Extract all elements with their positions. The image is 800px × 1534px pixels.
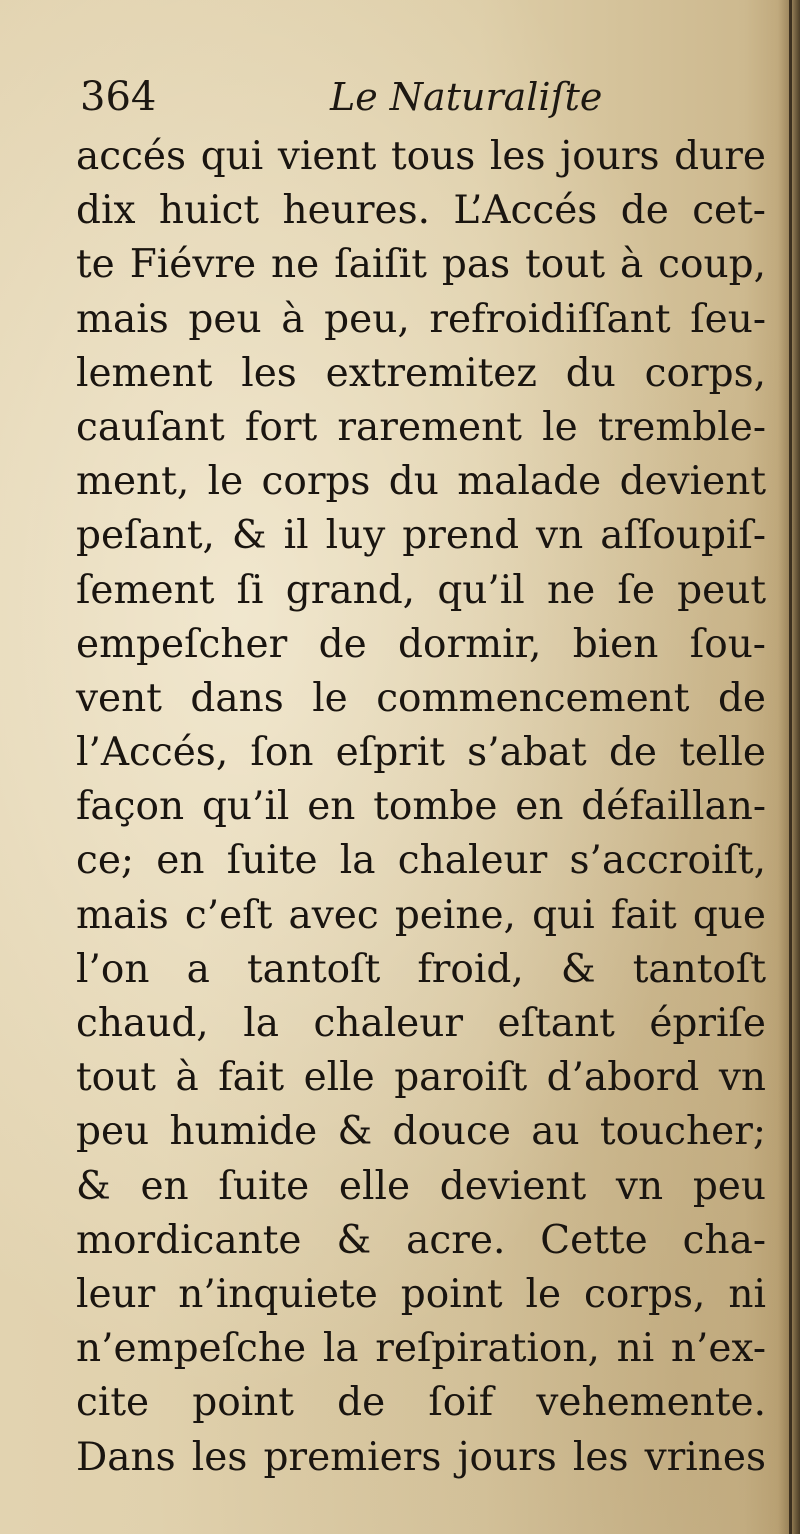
text-line: cite point de ſoif vehemente. xyxy=(76,1380,766,1426)
text-line: dix huict heures. L’Accés de cet- xyxy=(76,188,766,234)
text-line: n’empeſche la reſpiration, ni n’ex- xyxy=(76,1326,766,1372)
body-text xyxy=(76,130,766,1485)
text-line: chaud, la chaleur eſtant épriſe xyxy=(76,1001,766,1046)
running-title: Le Naturaliſte xyxy=(330,75,603,119)
text-line: Dans les premiers jours les vrines xyxy=(76,1434,766,1480)
text-line: cauſant fort rarement le tremble- xyxy=(76,404,766,450)
running-head xyxy=(80,72,640,122)
text-line: mais c’eſt avec peine, qui fait que xyxy=(76,892,766,938)
text-line: ment, le corps du malade devient xyxy=(76,459,766,505)
text-line: l’on a tantoſt froid, & tantoſt xyxy=(76,946,766,992)
text-line: leur n’inquiete point le corps, ni xyxy=(76,1271,766,1317)
text-line: peſant, & il luy prend vn aſſoupiſ- xyxy=(76,513,766,559)
text-line: te Fiévre ne ſaiſit pas tout à coup, xyxy=(76,242,766,288)
text-line: vent dans le commencement de xyxy=(76,675,766,721)
text-line: ſement ſi grand, qu’il ne ſe peut xyxy=(76,567,766,613)
text-line: tout à fait elle paroiſt d’abord vn xyxy=(76,1055,766,1101)
text-line: lement les extremitez du corps, xyxy=(76,350,766,396)
text-line: peu humide & douce au toucher; xyxy=(76,1109,766,1155)
text-line: mordicante & acre. Cette cha- xyxy=(76,1217,766,1263)
text-line: l’Accés, ſon eſprit s’abat de telle xyxy=(76,730,766,776)
text-line: ce; en ſuite la chaleur s’accroiſt, xyxy=(76,838,766,884)
page-number: 364 xyxy=(80,74,157,120)
text-line: accés qui vient tous les jours dure xyxy=(76,134,766,179)
binding-edge xyxy=(789,0,792,1534)
text-line: mais peu à peu, refroidiſſant ſeu- xyxy=(76,296,766,342)
text-line: empeſcher de dormir, bien ſou- xyxy=(76,621,766,667)
text-line: & en ſuite elle devient vn peu xyxy=(76,1163,766,1209)
text-line: façon qu’il en tombe en défaillan- xyxy=(76,784,766,830)
